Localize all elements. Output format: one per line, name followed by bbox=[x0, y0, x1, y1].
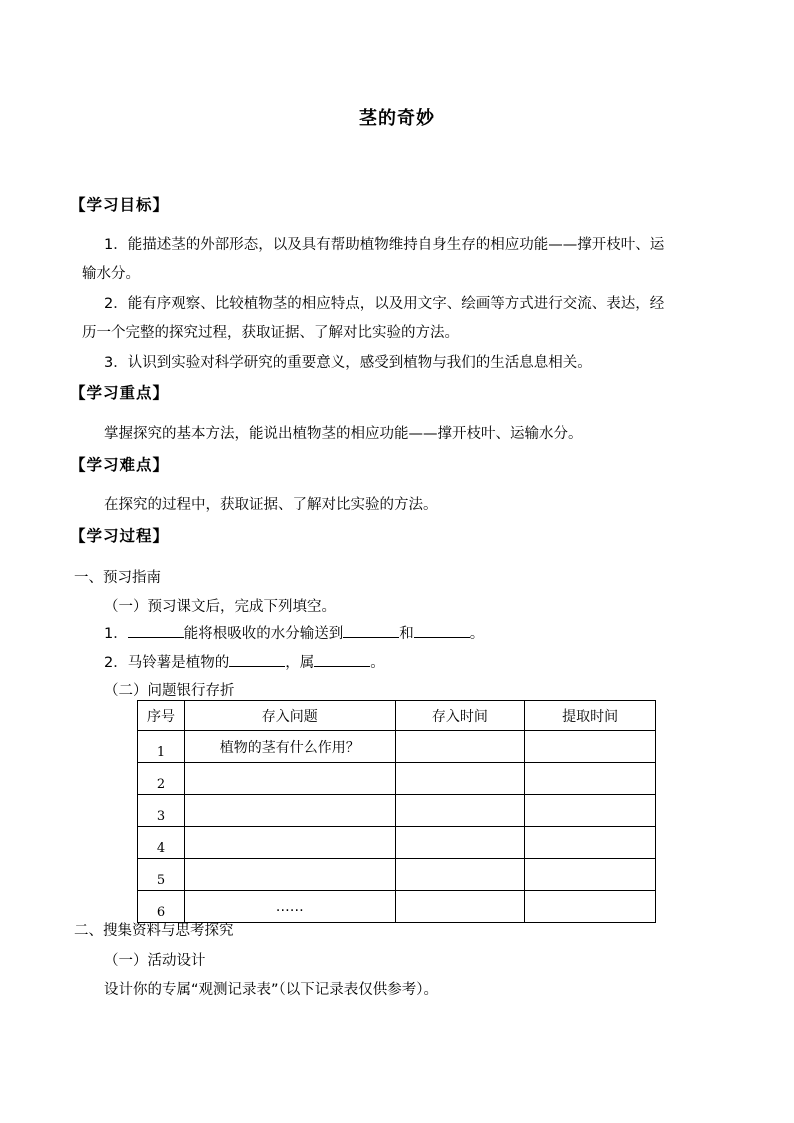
goal-2-line-1: 2．能有序观察、比较植物茎的相应特点，以及用文字、绘画等方式进行交流、表达，经 bbox=[104, 296, 665, 312]
deposit-time-cell[interactable] bbox=[395, 731, 525, 763]
q1-end: 。 bbox=[469, 626, 485, 642]
table-row bbox=[138, 731, 656, 763]
goal-2-line-2: 历一个完整的探究过程，获取证据、了解对比实验的方法。 bbox=[82, 325, 459, 341]
q2-prefix: 2．马铃薯是植物的 bbox=[104, 655, 230, 671]
goal-1-line-2: 输水分。 bbox=[82, 266, 140, 282]
goal-3: 3．认识到实验对科学研究的重要意义，感受到植物与我们的生活息息相关。 bbox=[104, 355, 592, 371]
question-cell[interactable]: …… bbox=[184, 891, 395, 923]
deposit-time-cell[interactable] bbox=[395, 859, 525, 891]
fill-question-1 bbox=[104, 622, 484, 643]
column-header: 序号 bbox=[138, 701, 185, 731]
table-row bbox=[138, 763, 656, 795]
goals-heading: 【学习目标】 bbox=[70, 196, 170, 214]
key-points-text: 掌握探究的基本方法，能说出植物茎的相应功能——撑开枝叶、运输水分。 bbox=[104, 426, 583, 442]
withdraw-time-cell[interactable] bbox=[525, 859, 656, 891]
part-1-title: 一、预习指南 bbox=[74, 570, 161, 586]
key-points-heading: 【学习重点】 bbox=[70, 384, 170, 402]
row-number: 1 bbox=[138, 731, 185, 763]
withdraw-time-cell[interactable] bbox=[525, 763, 656, 795]
part-2-text: 设计你的专属“观测记录表”（以下记录表仅供参考）。 bbox=[104, 982, 439, 998]
row-number: 6 bbox=[138, 891, 185, 923]
answer-blank[interactable] bbox=[414, 623, 470, 638]
difficulty-heading: 【学习难点】 bbox=[70, 456, 170, 474]
withdraw-time-cell[interactable] bbox=[525, 731, 656, 763]
deposit-time-cell[interactable] bbox=[395, 827, 525, 859]
process-heading: 【学习过程】 bbox=[70, 527, 170, 545]
question-bank-table bbox=[137, 700, 656, 923]
row-number: 3 bbox=[138, 795, 185, 827]
row-number: 2 bbox=[138, 763, 185, 795]
page-title: 茎的奇妙 bbox=[359, 108, 435, 129]
answer-blank[interactable] bbox=[128, 623, 184, 638]
withdraw-time-cell[interactable] bbox=[525, 795, 656, 827]
part-1-sub-1: （一）预习课文后，完成下列填空。 bbox=[104, 599, 336, 615]
column-header: 存入时间 bbox=[395, 701, 525, 731]
column-header: 存入问题 bbox=[184, 701, 395, 731]
difficulty-text: 在探究的过程中，获取证据、了解对比实验的方法。 bbox=[104, 497, 438, 513]
table-row bbox=[138, 827, 656, 859]
question-cell[interactable] bbox=[184, 827, 395, 859]
row-number: 5 bbox=[138, 859, 185, 891]
table-row bbox=[138, 795, 656, 827]
row-number: 4 bbox=[138, 827, 185, 859]
question-cell[interactable] bbox=[184, 795, 395, 827]
answer-blank[interactable] bbox=[343, 623, 399, 638]
question-cell[interactable]: 植物的茎有什么作用？ bbox=[184, 731, 395, 763]
question-cell[interactable] bbox=[184, 763, 395, 795]
goal-1-line-1: 1．能描述茎的外部形态，以及具有帮助植物维持自身生存的相应功能——撑开枝叶、运 bbox=[104, 237, 665, 253]
q2-mid: ，属 bbox=[285, 655, 315, 671]
part-2-title: 二、搜集资料与思考探究 bbox=[74, 923, 234, 939]
deposit-time-cell[interactable] bbox=[395, 891, 525, 923]
table-header-row bbox=[138, 701, 656, 731]
table-row bbox=[138, 859, 656, 891]
q2-end: 。 bbox=[370, 655, 385, 671]
q1-mid: 能将根吸收的水分输送到 bbox=[183, 626, 344, 642]
deposit-time-cell[interactable] bbox=[395, 763, 525, 795]
table-row bbox=[138, 891, 656, 923]
answer-blank[interactable] bbox=[229, 652, 285, 667]
part-1-sub-2: （二）问题银行存折 bbox=[104, 683, 235, 699]
q1-and: 和 bbox=[399, 626, 414, 642]
withdraw-time-cell[interactable] bbox=[525, 827, 656, 859]
withdraw-time-cell[interactable] bbox=[525, 891, 656, 923]
column-header: 提取时间 bbox=[525, 701, 656, 731]
fill-question-2 bbox=[104, 651, 385, 672]
part-2-sub-1: （一）活动设计 bbox=[104, 953, 206, 969]
deposit-time-cell[interactable] bbox=[395, 795, 525, 827]
q1-prefix: 1． bbox=[104, 626, 128, 642]
answer-blank[interactable] bbox=[314, 652, 370, 667]
question-cell[interactable] bbox=[184, 859, 395, 891]
